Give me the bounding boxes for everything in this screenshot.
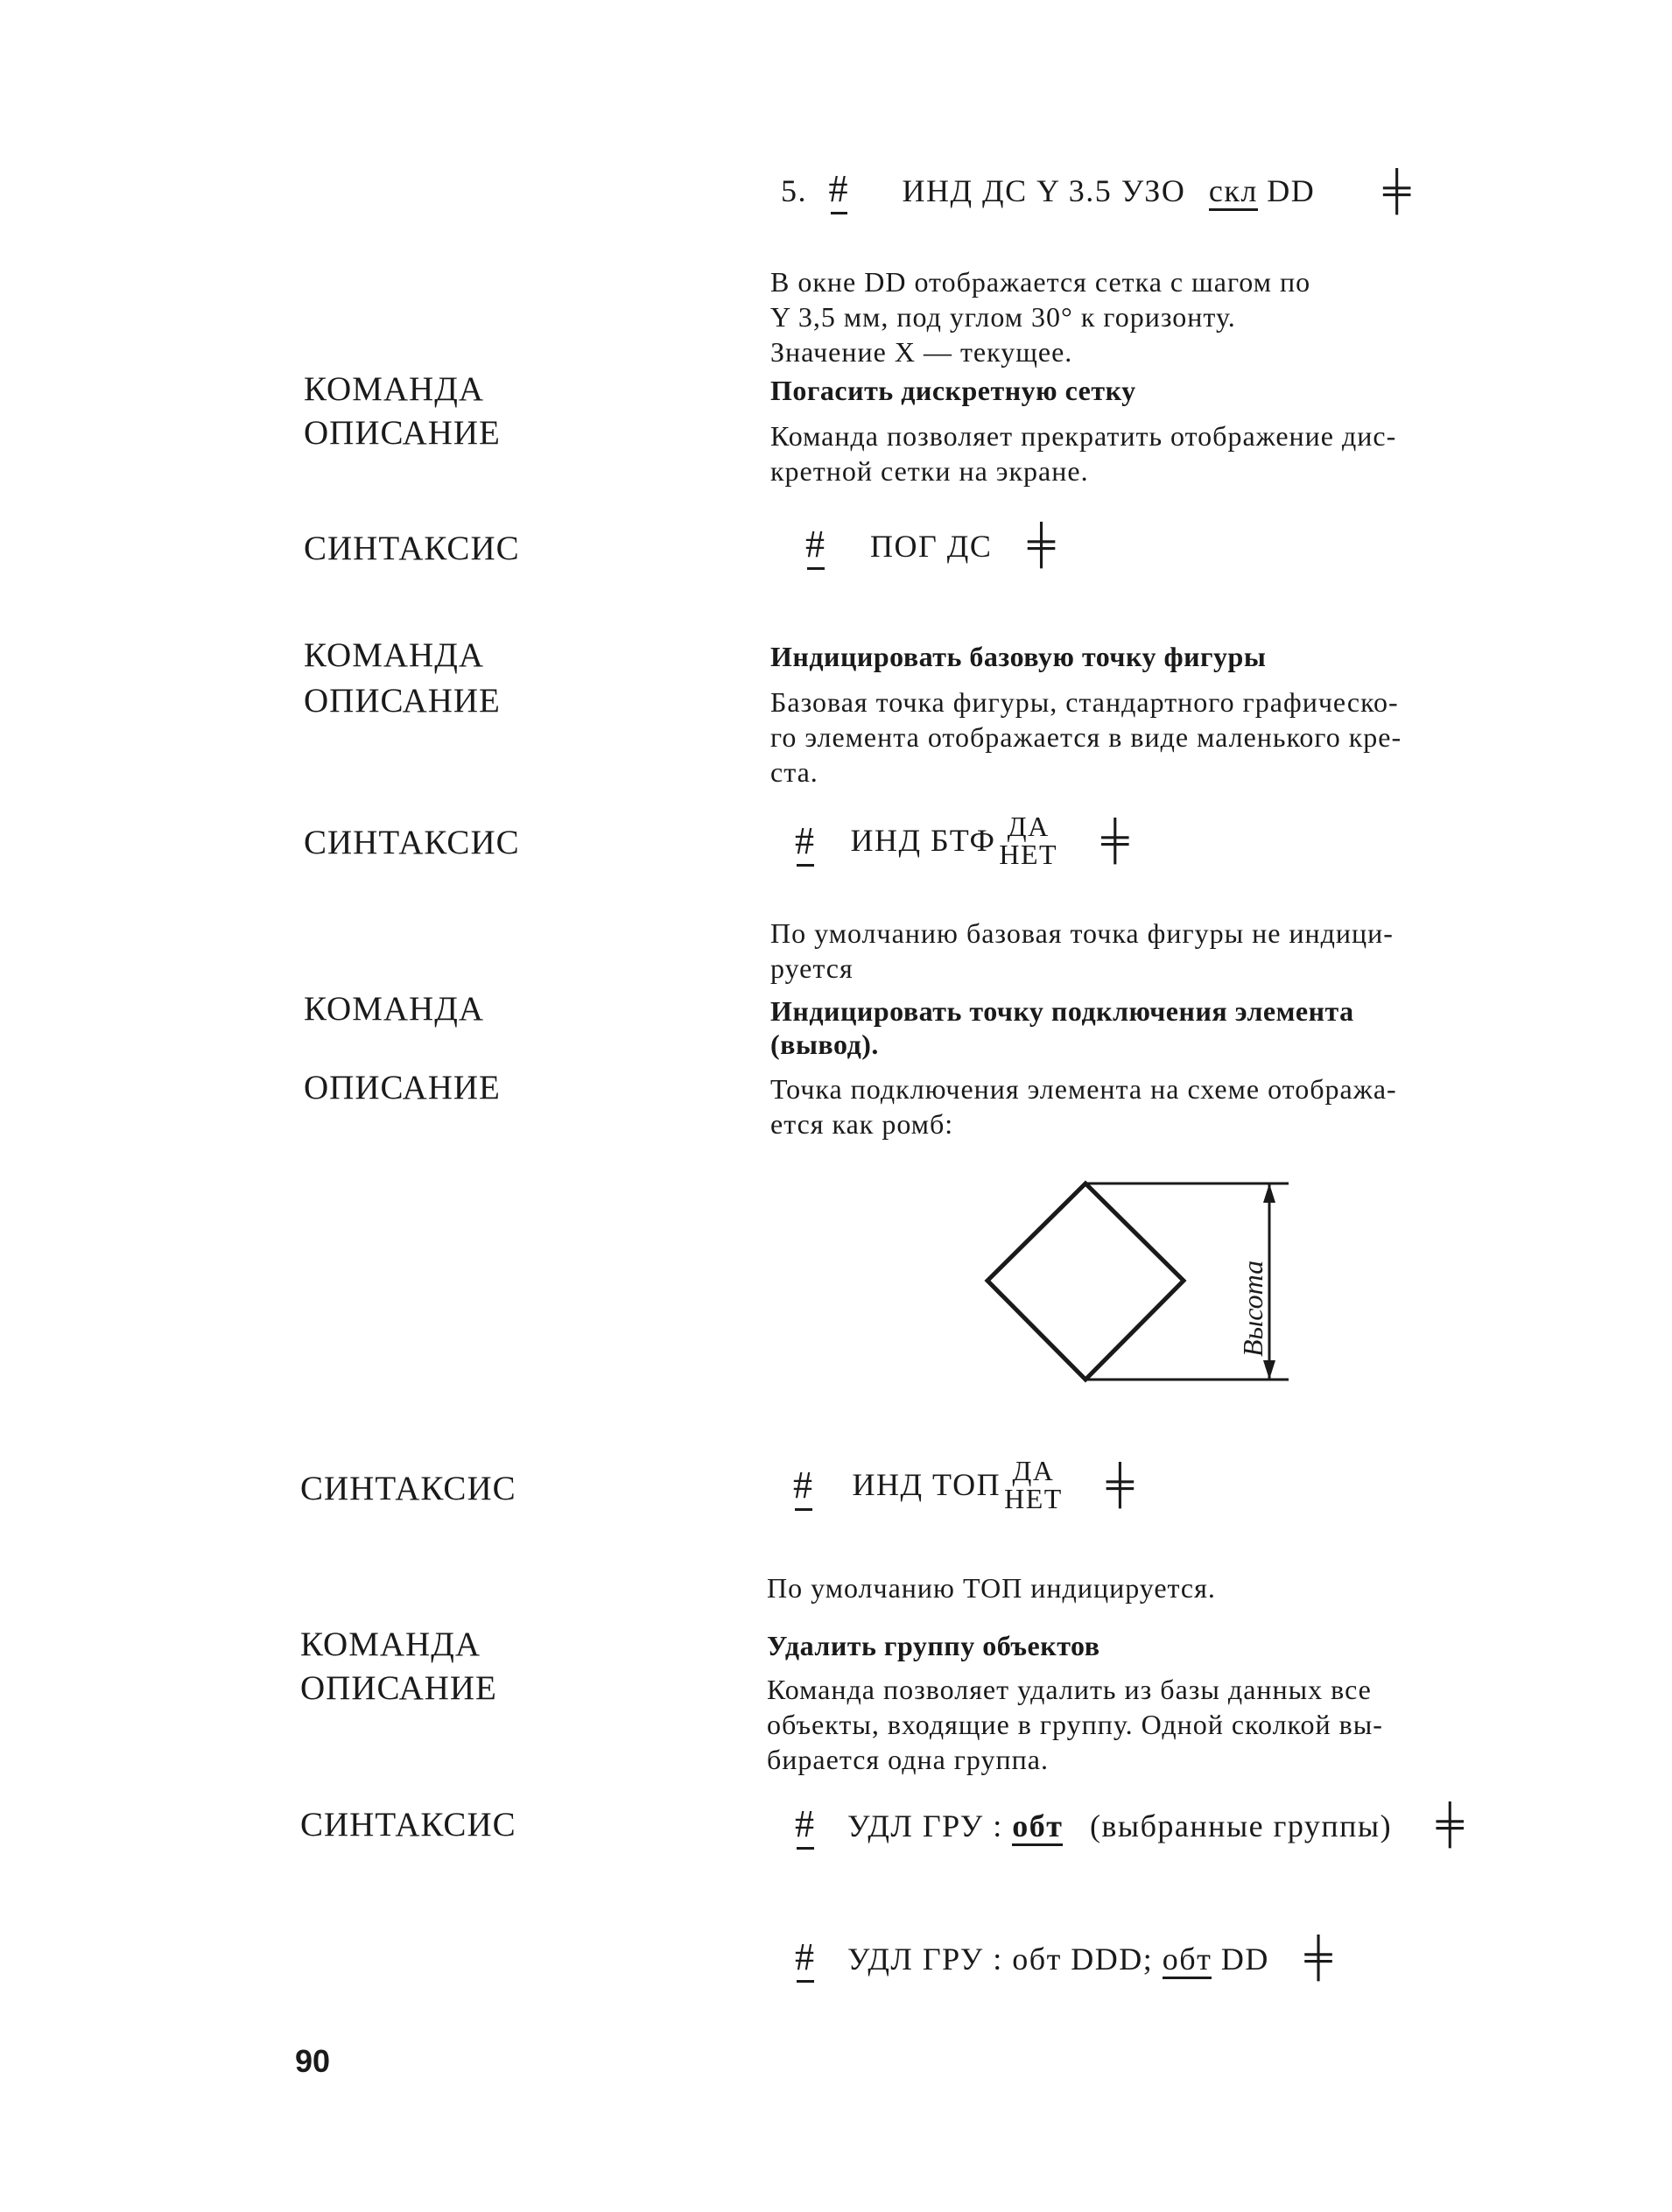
section-title: Удалить группу объектов: [767, 1630, 1100, 1661]
default-note: По умолчанию ТОП индицируется.: [767, 1572, 1216, 1604]
terminator-symbol: ╪: [1106, 1463, 1135, 1506]
description-line: Базовая точка фигуры, стандартного графическо-: [770, 686, 1399, 718]
command-text: УДЛ ГРУ :: [847, 1808, 1003, 1843]
diamond-shape: [987, 1183, 1184, 1380]
note-line: Значение X — текущее.: [770, 336, 1073, 368]
syntax-label: СИНТАКСИС: [300, 1470, 516, 1507]
hash-symbol: #: [795, 1801, 816, 1846]
title-line: (вывод).: [770, 1029, 879, 1060]
underlined-param: скл: [1209, 173, 1258, 211]
hash-symbol: #: [795, 818, 816, 863]
example-5-note: [770, 264, 1514, 369]
section-description: [770, 685, 1514, 790]
section-description: [767, 1672, 1520, 1777]
note-line: Y 3,5 мм, под углом 30° к горизонту.: [770, 301, 1236, 333]
section-title: Индицировать базовую точку фигуры: [770, 641, 1267, 672]
command-text: УДЛ ГРУ : обт DDD;: [847, 1942, 1154, 1977]
description-line: Команда позволяет удалить из базы данных все: [767, 1674, 1372, 1705]
terminator-symbol: ╪: [1383, 169, 1411, 212]
terminator-symbol: ╪: [1027, 523, 1057, 565]
command-text: ИНД БТФ: [850, 823, 996, 858]
option-yes: ДА: [1012, 1455, 1055, 1486]
example-number: 5.: [781, 173, 807, 208]
command-label: КОМАНДА: [300, 1626, 481, 1663]
command-label: КОМАНДА: [304, 990, 484, 1028]
description-line: ется как ромб:: [770, 1108, 954, 1140]
syntax-line: [795, 1801, 1465, 1846]
section-description: [770, 1071, 1514, 1141]
syntax-label: СИНТАКСИС: [304, 530, 520, 567]
description-label: ОПИСАНИЕ: [304, 682, 501, 720]
terminator-symbol: ╪: [1101, 818, 1130, 861]
command-text: ПОГ ДС: [870, 529, 993, 564]
description-line: бирается одна группа.: [767, 1744, 1049, 1775]
command-label: КОМАНДА: [304, 370, 484, 408]
description-line: Точка подключения элемента на схеме отобража-: [770, 1073, 1397, 1105]
yes-no-options: [999, 812, 1057, 868]
diamond-figure: [963, 1164, 1331, 1401]
command-text: ИНД ТОП: [852, 1467, 1001, 1502]
hash-symbol: #: [793, 1463, 814, 1507]
option-yes: ДА: [1007, 811, 1050, 842]
example-5-line: [781, 166, 1315, 211]
option-no: НЕТ: [1004, 1483, 1063, 1514]
command-tail: DD: [1267, 173, 1316, 208]
option-no: НЕТ: [999, 839, 1058, 870]
command-label: КОМАНДА: [304, 636, 484, 674]
description-line: кретной сетки на экране.: [770, 455, 1089, 487]
note-line: По умолчанию базовая точка фигуры не индици-: [770, 917, 1394, 949]
description-line: Команда позволяет прекратить отображение дис-: [770, 420, 1397, 452]
hash-symbol: #: [829, 166, 850, 211]
underlined-param: обт: [1012, 1808, 1063, 1846]
note-line: руется: [770, 952, 854, 984]
description-line: объекты, входящие в группу. Одной сколкой вы-: [767, 1709, 1383, 1740]
description-line: ста.: [770, 756, 818, 788]
hash-symbol: #: [795, 1935, 816, 1979]
syntax-line: [805, 522, 1057, 566]
command-tail: DD: [1220, 1942, 1269, 1977]
height-label: Высота: [1237, 1260, 1268, 1357]
syntax-line: [795, 812, 1130, 868]
hash-symbol: #: [805, 522, 826, 566]
command-tail: (выбранные группы): [1089, 1808, 1393, 1843]
description-label: ОПИСАНИЕ: [300, 1669, 497, 1707]
syntax-line: [795, 1935, 1333, 1979]
note-line: В окне DD отображается сетка с шагом по: [770, 266, 1311, 298]
default-note: [770, 916, 1514, 986]
command-text: ИНД ДС Y 3.5 УЗО: [902, 173, 1186, 208]
terminator-symbol: ╪: [1304, 1935, 1334, 1978]
page-number: 90: [295, 2043, 331, 2079]
section-description: [770, 418, 1514, 488]
syntax-line: [793, 1457, 1135, 1513]
arrow-up: [1263, 1183, 1275, 1203]
section-title: [770, 994, 1354, 1061]
section-title: Погасить дискретную сетку: [770, 375, 1136, 406]
syntax-label: СИНТАКСИС: [304, 824, 520, 861]
syntax-label: СИНТАКСИС: [300, 1806, 516, 1843]
title-line: Индицировать точку подключения элемента: [770, 995, 1354, 1027]
underlined-param: обт: [1163, 1942, 1212, 1979]
description-label: ОПИСАНИЕ: [304, 1069, 501, 1106]
description-line: го элемента отображается в виде маленького кре-: [770, 721, 1402, 753]
terminator-symbol: ╪: [1436, 1802, 1465, 1845]
description-label: ОПИСАНИЕ: [304, 414, 501, 452]
arrow-down: [1263, 1360, 1275, 1380]
yes-no-options: [1004, 1457, 1063, 1513]
